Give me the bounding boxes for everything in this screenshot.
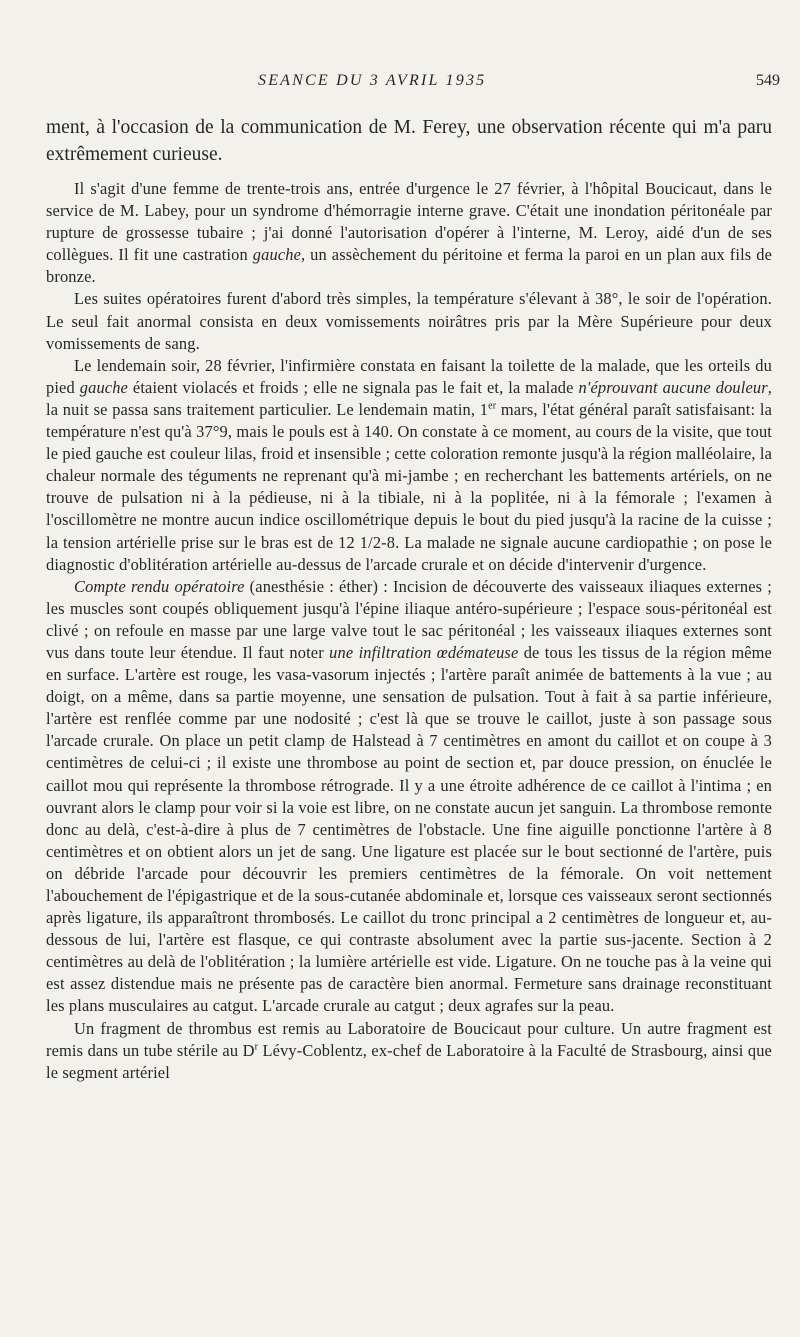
paragraph-next-day: [46, 355, 772, 576]
emphasis: une infiltration œdémateuse: [329, 642, 519, 662]
superscript: r: [254, 1041, 259, 1053]
running-head: [0, 72, 800, 94]
text-run: mars, l'état général paraît satisfaisant: la température n'est qu'à 37°9, mais le pouls est à 140. On constate à ce moment, au cours de la visite, que tout le pied gauche est couleur lilas, froid et insensible ; cette coloration remonte jusqu'à la région malléolaire, la chaleur normale des téguments ne reprenant qu'à mi-jambe ; en recherchant les battements artériels, on ne trouve de pulsation ni à la pédieuse, ni à la tibiale, ni à la poplitée, ni à la fémorale ; l'examen à l'oscillomètre ne montre aucun indice oscillométrique depuis le bout du pied jusqu'à la racine de la cuisse ; la tension artérielle prise sur le bras est de 12 1/2-8. La malade ne signale aucune cardiopathie ; on pose le diagnostic d'oblitération artérielle au-dessus de l'arcade crurale et on décide d'intervenir d'urgence.: [46, 399, 772, 574]
text-run: Un fragment de thrombus est remis au Laboratoire de Boucicaut pour culture. Un autre fragment est remis dans un tube stérile au D: [46, 1018, 772, 1060]
text-run: (anesthésie : éther) : Incision de découverte des vaisseaux iliaques externes ; les muscles sont coupés obliquement jusqu'à l'épine iliaque antéro-supérieure ; l'espace sous-péritonéal est clivé ; on refoule en masse par une large valve tout le sac péritonéal ; les vaisseaux iliaques externes sont vus dans toute leur étendue. Il faut noter: [46, 576, 772, 662]
running-title: SEANCE DU 3 AVRIL 1935: [258, 72, 487, 89]
paragraph-case-presentation: [46, 178, 772, 288]
emphasis: gauche: [79, 377, 128, 397]
paragraph-laboratory: [46, 1018, 772, 1084]
paragraph-operative-report: [46, 576, 772, 1018]
emphasis: n'éprouvant aucune douleur: [578, 377, 768, 397]
text-run: Lévy-Coblentz, ex-chef de Laboratoire à la Faculté de Strasbourg, ainsi que le segment artériel: [46, 1040, 772, 1082]
text-run: , un assèchement du péritoine et ferma la paroi en un plan aux fils de bronze.: [46, 245, 773, 287]
text-run: de tous les tissus de la région même en surface. L'artère est rouge, les vasa-vasorum injectés ; l'artère paraît animée de battements à la vue ; au doigt, on a même, dans sa partie moyenne, une sensation de pulsation. Tout à fait à sa partie inférieure, l'artère est renflée comme par une nodosité ; c'est là que se trouve le caillot, juste à son passage sous l'arcade crurale. On place un petit clamp de Halstead à 7 centimètres en amont du caillot et on coupe à 3 centimètres de celui-ci ; il existe une thrombose au point de section et, par douce pression, on énuclée le caillot mou qui représente la thrombose rétrograde. Il y a une étroite adhérence de ce caillot à l'intima ; en ouvrant alors le clamp pour voir si la voie est libre, on ne constate aucun jet sanguin. La thrombose remonte donc au delà, c'est-à-dire à plus de 7 centimètres de l'obstacle. Une fine aiguille ponctionne l'artère à 8 centimètres et on obtient alors un jet de sang. Une ligature est placée sur le bout sectionné de l'artère, puis on débride l'arcade pour découvrir les premiers centimètres de la fémorale. On voit nettement l'abouchement de l'épigastrique et de la sous-cutanée abdominale et, lorsque ces vaisseaux seront sectionnés après ligature, ils apparaîtront thrombosés. Le caillot du tronc principal a 2 centimètres de longueur et, au-dessous de lui, l'artère est flasque, ce qui contraste absolument avec la partie sus-jacente. Section à 2 centimètres au delà de l'oblitération ; la lumière artérielle est vide. Ligature. On ne touche pas à la veine qui est assez distendue mais ne présente pas de caractère bien anormal. Fermeture sans drainage reconstituant les plans musculaires au catgut. L'arcade crurale au catgut ; deux agrafes sur la peau.: [46, 642, 772, 1016]
text-run: étaient violacés et froids ; elle ne signala pas le fait et, la malade: [127, 377, 579, 397]
text-run: , la nuit se passa sans traitement particulier. Le lendemain matin, 1: [46, 377, 773, 419]
text-run: Il s'agit d'une femme de trente-trois ans, entrée d'urgence le 27 février, à l'hôpital Boucicaut, dans le service de M. Labey, pour un syndrome d'hémorragie interne grave. C'était une inondation péritonéale par rupture de grossesse tubaire ; j'ai donné l'autorisation d'opérer à l'interne, M. Leroy, aidé d'un de ses collègues. Il fit une castration: [46, 179, 772, 265]
emphasis: gauche: [252, 245, 302, 265]
emphasis: Compte rendu opératoire: [74, 576, 245, 596]
text-run: Le lendemain soir, 28 février, l'infirmière constata en faisant la toilette de la malade, que les orteils du pied: [46, 355, 772, 397]
intro-paragraph: ment, à l'occasion de la communication de M. Ferey, une observation récente qui m'a paru extrêmement curieuse.: [46, 117, 772, 165]
body-text: [46, 178, 772, 1084]
superscript: er: [488, 400, 497, 412]
paragraph-postoperative: Les suites opératoires furent d'abord très simples, la température s'élevant à 38°, le soir de l'opération. Le seul fait anormal consista en deux vomissements noirâtres pris par la Mère Supérieure pour deux vomissements de sang.: [46, 289, 772, 353]
page-number: 549: [756, 72, 780, 89]
